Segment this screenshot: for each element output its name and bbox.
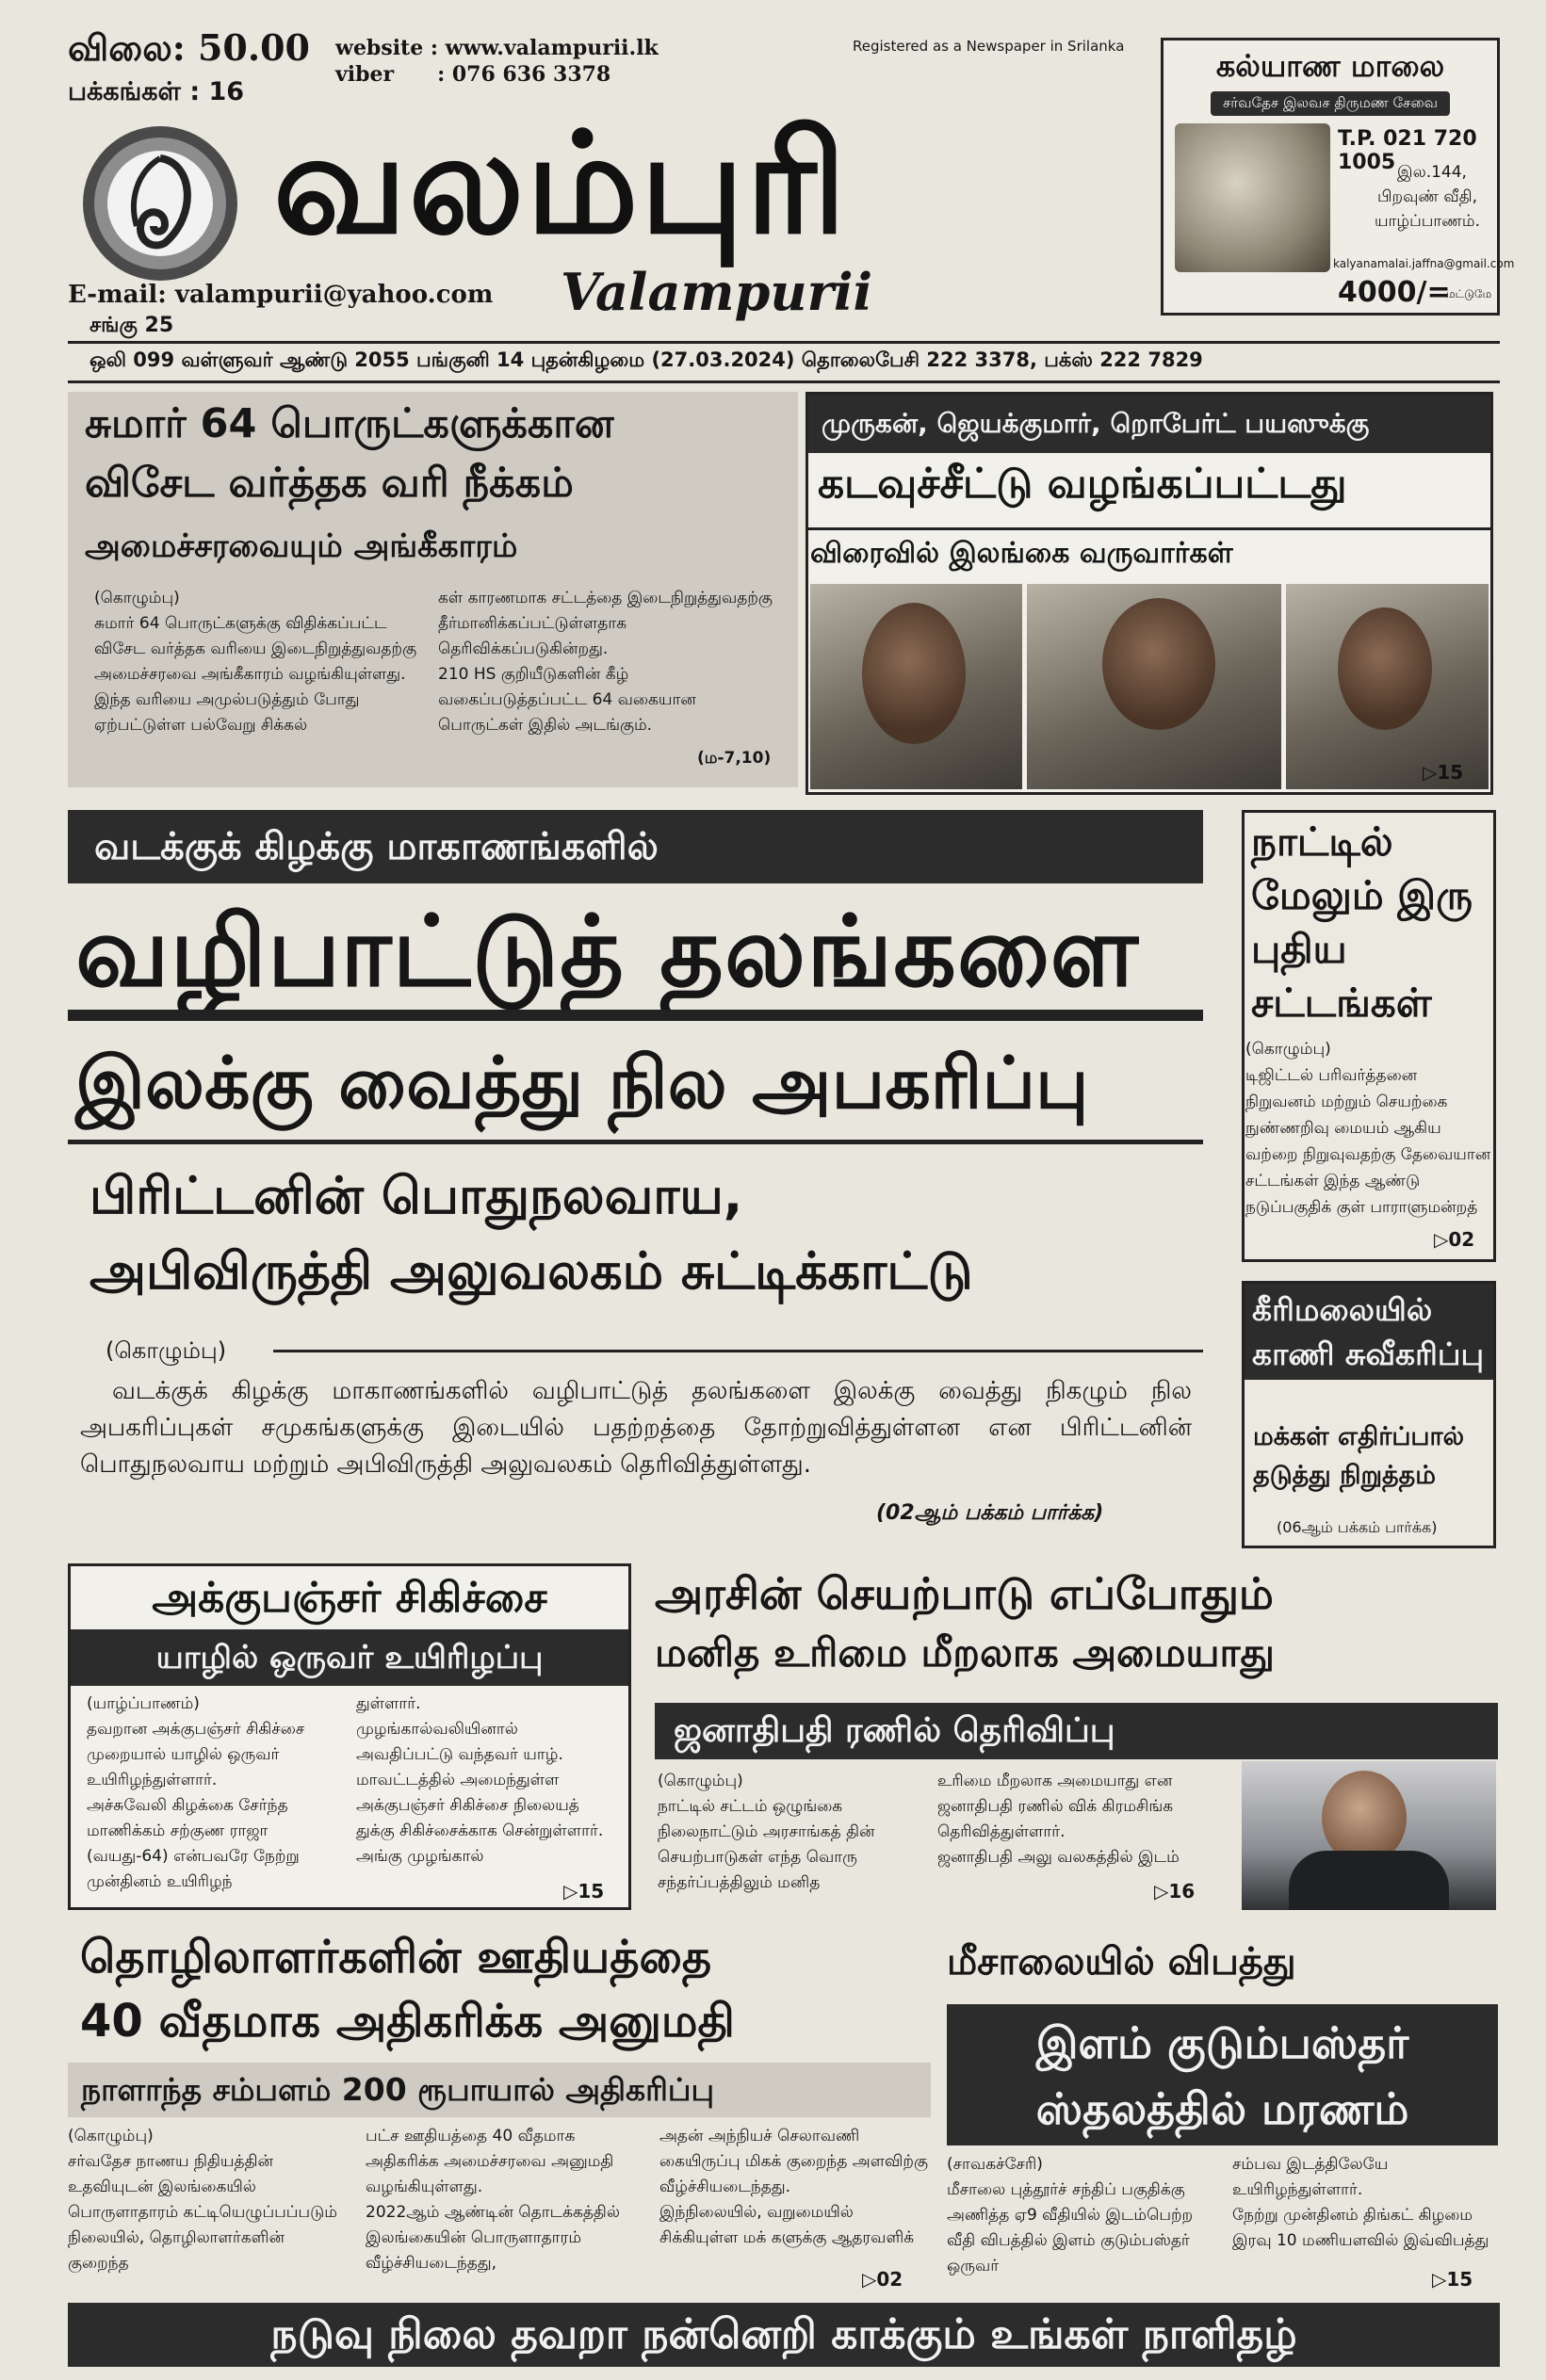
photo-robert-payas [1286, 584, 1489, 789]
new-laws-body: (கொழும்பு) டிஜிட்டல் பரிவர்த்தனை நிறுவனம் மற்றும் செயற்கை நுண்ணறிவு மையம் ஆகிய வற்றை நிறுவுவதற்கு தேவையான சட்டங்கள் இந்த ஆண்டு நடுப்பகுதிக் குள் பாராளுமன்றத் [1245, 1040, 1491, 1217]
accident-headline[interactable] [947, 2004, 1498, 2145]
registered-note: Registered as a Newspaper in Srilanka [853, 38, 1125, 55]
ad-email: kalyanamalai.jaffna@gmail.com [1333, 257, 1515, 270]
ad-address-1: இல.144, [1397, 163, 1467, 182]
photo-jeyakumar [1027, 584, 1281, 789]
acupuncture-continued[interactable]: ▷15 [563, 1880, 605, 1902]
lead-kicker: வடக்குக் கிழக்கு மாகாணங்களில் [68, 810, 1203, 883]
photo-ranil [1242, 1761, 1496, 1910]
wage-continued[interactable]: ▷02 [862, 2268, 903, 2291]
photo-murugan [810, 584, 1022, 789]
passport-top-banner[interactable]: முருகன், ஜெயக்குமார், றொபேர்ட் பயஸுக்கு [808, 395, 1490, 453]
dateline-bottom-rule [68, 380, 1500, 383]
wage-subhead: நாளாந்த சம்பளம் 200 ரூபாயால் அதிகரிப்பு [68, 2063, 931, 2117]
tax-col-2: கள் காரணமாக சட்டத்தை இடைநிறுத்துவதற்கு தீர்மானிக்கப்பட்டுள்ளதாக தெரிவிக்கப்படுகின்றது. 210 HS குறியீடுகளின் கீழ் வகைப்படுத்தப்பட்ட 64 வகையான பொருட்கள் இதில் அடங்கும். [438, 589, 773, 735]
wage-headline-1[interactable]: தொழிலாளர்களின் ஊதியத்தை [80, 1931, 712, 1983]
accident-headline-1: இளம் குடும்பஸ்தர் [1035, 2017, 1409, 2068]
rights-col-1: (கொழும்பு) நாட்டில் சட்டம் ஒழுங்கை நிலைநாட்டும் அரசாங்கத் தின் செயற்பாடுகள் எந்த வொரு சந்தர்ப்பத்திலும் மனித [658, 1772, 875, 1892]
ad-price: 4000/= [1338, 276, 1451, 309]
tax-headline-1[interactable]: சுமார் 64 பொருட்களுக்கான [85, 400, 614, 447]
new-laws-continued[interactable]: ▷02 [1434, 1228, 1475, 1251]
rights-continued[interactable]: ▷16 [1154, 1880, 1196, 1902]
passport-rule [808, 527, 1490, 530]
dateline-top-rule [68, 341, 1500, 344]
acupuncture-headline-1[interactable]: அக்குபஞ்சர் சிகிச்சை [152, 1574, 547, 1622]
dateline: ஒலி 099 வள்ளுவர் ஆண்டு 2055 பங்குனி 14 புதன்கிழமை (27.03.2024) தொலைபேசி 222 3378, பக்ஸ் 222 7829 [90, 348, 1203, 371]
accident-continued[interactable]: ▷15 [1432, 2268, 1473, 2291]
lead-rule-1 [68, 1010, 1203, 1021]
lead-subhead-2: அபிவிருத்தி அலுவலகம் சுட்டிக்காட்டு [90, 1241, 973, 1301]
wage-ref: 02 [876, 2268, 903, 2291]
lead-body: வடக்குக் கிழக்கு மாகாணங்களில் வழிபாட்டுத் தலங்களை இலக்கு வைத்து நிகழும் நில அபகரிப்புகள் சமுகங்களுக்கு இடையில் பதற்றத்தை தோற்றுவித்துள்ளன என பிரிட்டனின் பொதுநலவாய மற்றும் அபிவிருத்தி அலுவலகம் தெரிவித்துள்ளது. [80, 1377, 1192, 1479]
new-laws-ref: 02 [1448, 1228, 1475, 1251]
ad-title: கல்யாண மாலை [1215, 48, 1445, 84]
accident-col-2: சம்பவ இடத்திலேயே உயிரிழந்துள்ளார். நேற்று முன்தினம் திங்கட் கிழமை இரவு 10 மணியளவில் இவ்விபத்து [1232, 2155, 1489, 2250]
rights-subhead: ஜனாதிபதி ரணில் தெரிவிப்பு [655, 1703, 1498, 1759]
ad-price-note: மட்டுமே [1446, 287, 1492, 300]
passport-ref: 15 [1437, 761, 1464, 784]
acupuncture-headline-2[interactable]: யாழில் ஒருவர் உயிரிழப்பு [71, 1629, 628, 1686]
accident-col-1: (சாவகச்சேரி) மீசாலை புத்தூர்ச் சந்திப் பகுதிக்கு அணித்த ஏ9 வீதியில் இடம்பெற்ற வீதி விபத்தில் இளம் குடும்பஸ்தர் ஒருவர் [947, 2155, 1194, 2275]
ad-address-2: பிறவுண் வீதி, [1377, 187, 1477, 206]
website-line[interactable]: website : www.valampurii.lk [335, 36, 659, 60]
accident-kicker[interactable]: மீசாலையில் விபத்து [947, 1940, 1296, 1983]
lead-dateline: (கொழும்பு) [106, 1337, 227, 1364]
deity-image [1175, 123, 1330, 272]
wage-col-2: பட்ச ஊதியத்தை 40 வீதமாக அதிகரிக்க அமைச்சரவை அனுமதி வழங்கியுள்ளது. 2022ஆம் ஆண்டின் தொடக்கத்தில் இலங்கையின் பொருளாதாரம் வீழ்ச்சியடைந்தது, [366, 2127, 620, 2273]
kalyana-malai-ad[interactable] [1161, 38, 1515, 316]
wage-col-1: (கொழும்பு) சர்வதேச நாணய நிதியத்தின் உதவியுடன் இலங்கையில் பொருளாதாரம் கட்டியெழுப்பப்படும் நிலையில், தொழிலாளர்களின் குறைந்த [68, 2127, 337, 2273]
acupuncture-ref: 15 [578, 1880, 605, 1902]
ad-address-3: யாழ்ப்பாணம். [1374, 212, 1481, 231]
masthead-title: வலம்புரி [273, 103, 849, 265]
email-line[interactable]: E-mail: valampurii@yahoo.com [68, 281, 494, 309]
masthead-title-latin: Valampurii [561, 262, 873, 322]
tax-subhead: அமைச்சரவையும் அங்கீகாரம் [85, 527, 518, 565]
ad-phone: T.P. 021 720 1005 [1338, 127, 1477, 174]
passport-subhead: விரைவில் இலங்கை வருவார்கள் [810, 537, 1233, 570]
page-count: பக்கங்கள் : 16 [68, 77, 245, 106]
keerimalai-headline[interactable]: கீரிமலையில் காணி சுவீகரிப்பு [1245, 1284, 1493, 1380]
tax-headline-2[interactable]: விசேட வர்த்தக வரி நீக்கம் [85, 460, 574, 507]
tax-ref: (ம-7,10) [697, 749, 772, 768]
lead-headline-2[interactable]: இலக்கு வைத்து நில அபகரிப்பு [75, 1041, 1089, 1125]
conch-emblem [71, 121, 250, 285]
price-label: விலை: 50.00 [68, 26, 310, 69]
ad-subtitle: சர்வதேச இலவச திருமண சேவை [1211, 91, 1450, 116]
acupuncture-col-1: (யாழ்ப்பாணம்) தவறான அக்குபஞ்சர் சிகிச்சை முறையால் யாழில் ஒருவர் உயிரிழந்துள்ளார். அச்சுவேலி கிழக்கை சேர்ந்த மாணிக்கம் சற்குண ராஜா (வயது-64) என்பவரே நேற்று முன்தினம் உயிரிழந் [87, 1694, 305, 1891]
new-laws-headline[interactable]: நாட்டில் மேலும் இரு புதிய சட்டங்கள் [1251, 818, 1473, 1026]
footer-slogan: நடுவு நிலை தவறா நன்னெறி காக்கும் உங்கள் நாளிதழ் [68, 2303, 1500, 2367]
lead-subhead-1: பிரிட்டனின் பொதுநலவாய, [90, 1166, 743, 1225]
lead-ref[interactable]: (02ஆம் பக்கம் பார்க்க) [876, 1501, 1104, 1525]
rights-ref: 16 [1168, 1880, 1196, 1902]
viber-line: viber : 076 636 3378 [335, 62, 611, 87]
rights-headline-1[interactable]: அரசின் செயற்பாடு எப்போதும் [655, 1568, 1274, 1619]
wage-headline-2[interactable]: 40 வீதமாக அதிகரிக்க அனுமதி [80, 1995, 735, 2048]
tax-col-1: (கொழும்பு) சுமார் 64 பொருட்களுக்கு விதிக்கப்பட்ட விசேட வர்த்தக வரியை இடைநிறுத்துவதற்கு அமைச்சரவை அங்கீகாரம் வழங்கியுள்ளது. இந்த வரியை அமுல்படுத்தும் போது ஏற்பட்டுள்ள பல்வேறு சிக்கல் [94, 589, 417, 735]
lead-dateline-rule [273, 1350, 1203, 1352]
keerimalai-ref[interactable]: (06ஆம் பக்கம் பார்க்க) [1277, 1518, 1438, 1536]
acupuncture-col-2: துள்ளார். முழங்கால்வலியினால் அவதிப்பட்டு வந்தவர் யாழ். மாவட்டத்தில் அமைந்துள்ள அக்குபஞ்சர் சிகிச்சை நிலையத் துக்கு சிகிச்சைக்காக சென்றுள்ளார். அங்கு முழங்கால் [356, 1694, 604, 1866]
lead-headline-1[interactable]: வழிபாட்டுத் தலங்களை [75, 894, 1140, 1009]
lead-rule-2 [68, 1140, 1203, 1144]
volume-label: சங்கு 25 [90, 314, 174, 337]
accident-ref: 15 [1446, 2268, 1473, 2291]
passport-headline[interactable]: கடவுச்சீட்டு வழங்கப்பட்டது [818, 460, 1347, 508]
rights-headline-2[interactable]: மனித உரிமை மீறலாக அமையாது [655, 1629, 1275, 1676]
rights-col-2: உரிமை மீறலாக அமையாது என ஜனாதிபதி ரணில் விக் கிரமசிங்க தெரிவித்துள்ளார். ஜனாதிபதி அலு வலகத்தில் இடம் [937, 1772, 1180, 1867]
accident-headline-2: ஸ்தலத்தில் மரணம் [1035, 2083, 1409, 2134]
wage-col-3: அதன் அந்நியச் செலாவணி கையிருப்பு மிகக் குறைந்த அளவிற்கு வீழ்ச்சியடைந்தது. இந்நிலையில், வறுமையில் சிக்கியுள்ள மக் களுக்கு ஆதரவளிக் [659, 2127, 928, 2247]
passport-continued[interactable]: ▷15 [1423, 761, 1464, 784]
keerimalai-subhead: மக்கள் எதிர்ப்பால் தடுத்து நிறுத்தம் [1253, 1422, 1465, 1490]
